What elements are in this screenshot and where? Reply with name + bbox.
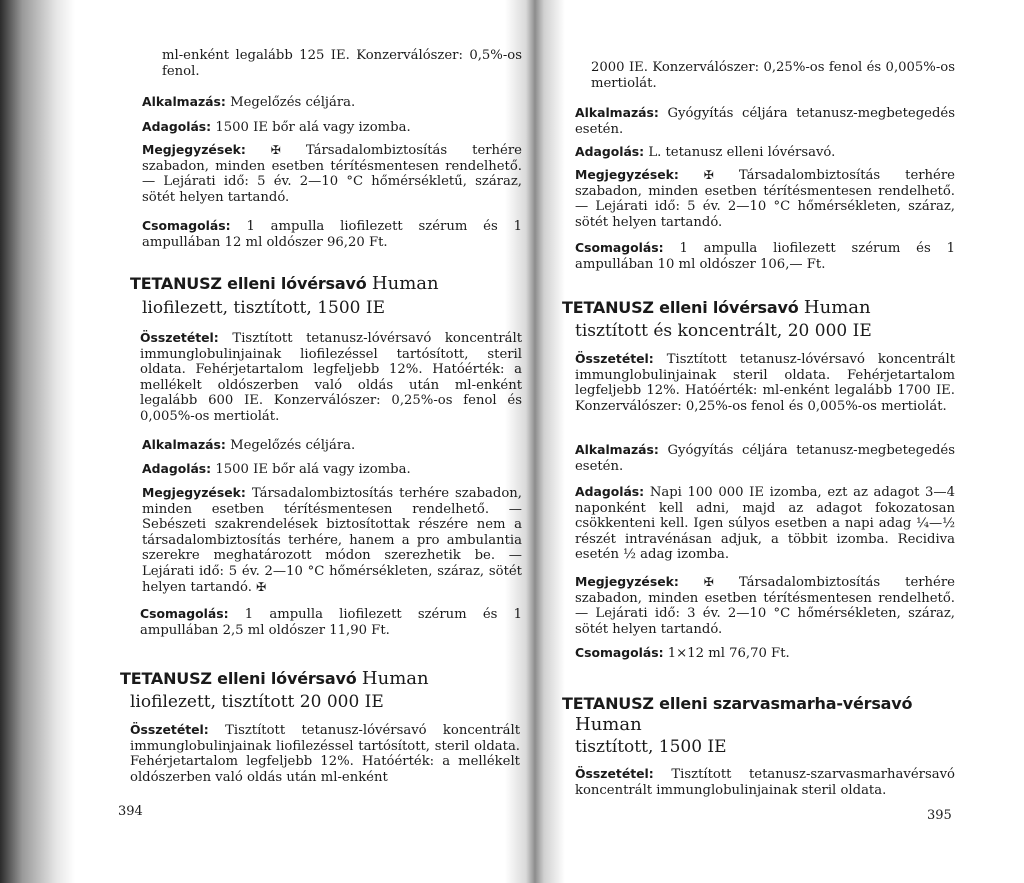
package-label: Csomagolás: [142,218,231,233]
heading-word: Human [371,273,439,294]
notes-text: Társadalombiztosítás terhére szabadon, minden esetben térítésmentesen rendelhető. — Sebészeti szakrendelések biztosítottak részére nem a társadalombiztosítás terhére, hanem a pro ambulantia szerekre meghatározott módon szerezhetik be. — Lejárati idő: 5 év. 2—10 °C hőmérsékleten, száraz, sötét helyen tartandó. [142,486,522,595]
notes-label: Megjegyzések: [142,142,246,157]
subheading-text: tisztított és koncentrált, 20 000 IE [575,321,872,341]
heading-word: Human [361,668,429,689]
usage-paragraph [142,437,522,454]
entry-heading [130,274,520,294]
dosage-label: Adagolás: [575,144,645,159]
heading-word: Human [575,714,642,735]
heading-bold: TETANUSZ elleni lóvérsavó [120,669,357,688]
notes-paragraph [575,574,955,637]
entry-subheading [575,321,955,341]
usage-text: Megelőzés céljára. [230,438,356,453]
package-text: 1 ampulla liofilezett szérum és 1 ampullában 12 ml oldószer 96,20 Ft. [142,219,522,250]
dosage-paragraph [142,119,522,136]
composition-text: Tisztított tetanusz-lóvérsavó koncentrált immunglobulinjainak liofilezéssel tartósított, steril oldata. Fehérjetartalom legfeljebb 12%. Hatóérték: a mellékelt oldószerben való oldás után ml-enként legalább 600 IE. Konzerválószer: 0,25%-os fenol és 0,005%-os mertiolát. [140,331,522,424]
notes-paragraph [575,167,955,230]
composition-text: Tisztított tetanusz-lóvérsavó koncentrált immunglobulinjainak steril oldata. Fehérjetartalom legfeljebb 12%. Hatóérték: ml-enként legalább 1700 IE. Konzerválószer: 0,25%-os fenol és 0,005%-os mertiolát. [575,352,955,414]
composition-paragraph [130,722,520,785]
notes-label: Megjegyzések: [142,485,246,500]
notes-label: Megjegyzések: [575,167,679,182]
cross-icon: ✠ [256,579,267,594]
usage-paragraph [575,442,955,474]
dosage-label: Adagolás: [575,484,645,499]
composition-paragraph [575,351,955,414]
package-text: 1 ampulla liofilezett szérum és 1 ampullában 10 ml oldószer 106,— Ft. [575,241,955,272]
page-number: 395 [927,808,952,823]
usage-text: Gyógyítás céljára tetanusz-megbetegedés esetén. [575,443,955,474]
package-paragraph [575,240,955,272]
usage-text: Megelőzés céljára. [230,95,356,110]
notes-paragraph [142,485,522,595]
composition-label: Összetétel: [575,766,654,781]
cross-icon: ✠ [270,143,281,157]
dosage-text: Napi 100 000 IE izomba, ezt az adagot 3—4 naponként kell adni, majd az adagot fokozatosan csökkenteni kell. Igen súlyos esetben a napi adag ¼—½ részét intravénásan adjuk, a többit izomba. Recidiva esetén ½ adag izomba. [575,485,955,563]
dosage-label: Adagolás: [142,119,212,134]
package-paragraph [140,606,522,638]
usage-paragraph [142,94,522,111]
usage-label: Alkalmazás: [142,94,226,109]
dosage-paragraph [575,484,955,563]
continued-paragraph [162,48,522,79]
cross-icon: ✠ [703,575,714,589]
usage-paragraph [575,105,955,137]
entry-heading [562,298,955,318]
composition-text: Tisztított tetanusz-szarvasmarhavérsavó koncentrált immunglobulinjainak steril oldata. [575,767,955,798]
entry-heading [120,669,520,689]
dosage-text: 1500 IE bőr alá vagy izomba. [215,462,411,477]
cross-icon: ✠ [703,168,714,182]
page-edge-shadow [0,0,75,883]
entry-subheading [130,692,520,712]
heading-bold: TETANUSZ elleni lóvérsavó [130,274,367,293]
composition-paragraph [575,766,955,798]
dosage-paragraph [575,144,955,161]
package-paragraph [142,218,522,250]
subheading-text: liofilezett, tisztított 20 000 IE [130,692,384,712]
heading-word: Human [803,297,871,318]
notes-text: Társadalombiztosítás terhére szabadon, minden esetben térítésmentesen rendelhető. — Lejárati idő: 3 év. 2—10 °C hőmérsékleten, száraz, sötét helyen tartandó. [575,575,955,637]
composition-text: Tisztított tetanusz-lóvérsavó koncentrált immunglobulinjainak liofilezéssel tartósított, steril oldata. Fehérjetartalom legfeljebb 12%. Hatóérték: a mellékelt oldószerben való oldás után ml-enként [130,723,520,785]
package-text: 1×12 ml 76,70 Ft. [667,646,790,661]
package-label: Csomagolás: [575,645,664,660]
package-label: Csomagolás: [575,240,664,255]
dosage-label: Adagolás: [142,461,212,476]
subheading-text: liofilezett, tisztított, 1500 IE [142,298,385,318]
usage-text: Gyógyítás céljára tetanusz-megbetegedés esetén. [575,106,955,137]
composition-label: Összetétel: [140,330,219,345]
composition-label: Összetétel: [575,351,654,366]
notes-label: Megjegyzések: [575,574,679,589]
paragraph-text: 2000 IE. Konzerválószer: 0,25%-os fenol és 0,005%-os mertiolát. [591,60,955,91]
subheading-text: tisztított, 1500 IE [575,737,727,757]
package-text: 1 ampulla liofilezett szérum és 1 ampullában 2,5 ml oldószer 11,90 Ft. [140,607,522,638]
usage-label: Alkalmazás: [575,105,659,120]
entry-subheading [575,737,955,757]
dosage-text: 1500 IE bőr alá vagy izomba. [215,120,411,135]
entry-subheading-word [575,715,955,735]
package-label: Csomagolás: [140,606,229,621]
usage-label: Alkalmazás: [575,442,659,457]
heading-bold: TETANUSZ elleni szarvasmarha-vérsavó [562,694,913,713]
page-number: 394 [118,804,143,819]
entry-subheading [142,298,522,318]
notes-text: Társadalombiztosítás terhére szabadon, minden esetben térítésmentesen rendelhető. — Lejárati idő: 5 év. 2—10 °C hőmérsékleten, száraz, sötét helyen tartandó. [575,168,955,230]
continued-paragraph [591,60,955,91]
notes-text: Társadalombiztosítás terhére szabadon, minden esetben térítésmentesen rendelhető. — Lejárati idő: 5 év. 2—10 °C hőmérsékletű, száraz, sötét helyen tartandó. [142,143,522,205]
dosage-text: L. tetanusz elleni lóvérsavó. [648,145,836,160]
composition-label: Összetétel: [130,722,209,737]
paragraph-text: ml-enként legalább 125 IE. Konzerválószer: 0,5%-os fenol. [162,48,522,79]
package-paragraph [575,645,955,662]
notes-paragraph [142,142,522,205]
heading-bold: TETANUSZ elleni lóvérsavó [562,298,799,317]
usage-label: Alkalmazás: [142,437,226,452]
dosage-paragraph [142,461,522,478]
entry-heading [562,694,955,714]
composition-paragraph [140,330,522,425]
